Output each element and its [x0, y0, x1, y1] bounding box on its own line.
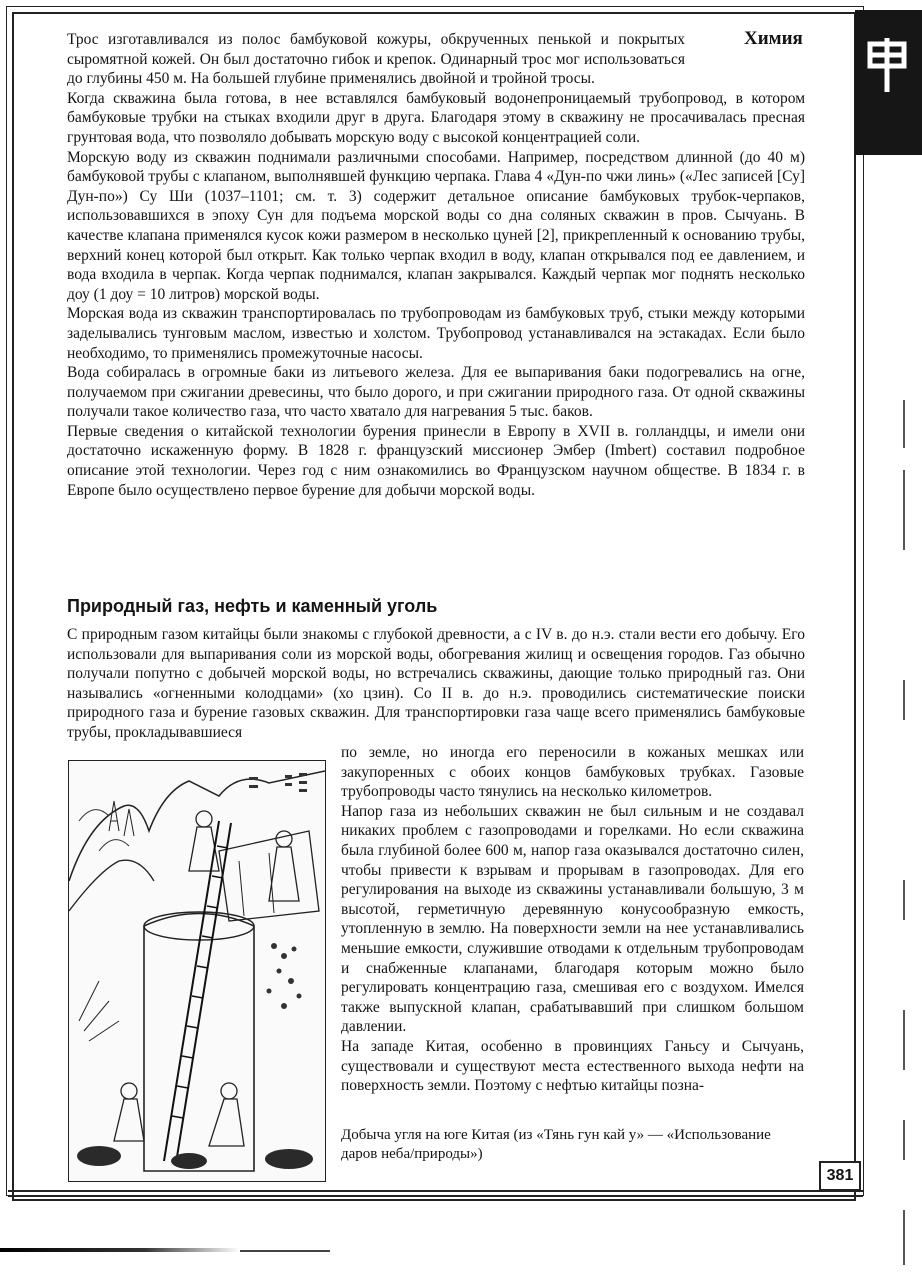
section-label: Химия	[744, 28, 803, 49]
paragraph: Морская вода из скважин транспортировалась по трубопроводам из бамбуковых труб, стыки между которыми заделывались тунговым маслом, известью и холстом. Трубопровод устанавливался на эстакадах. Если было необходимо, то применялись промежуточные насосы.	[67, 305, 805, 362]
paragraph: Трос изготавливался из полос бамбуковой кожуры, обкрученных пенькой и покрытых сыромятной кожей. Он был достаточно гибок и крепок. Одинарный трос мог использоваться до глубины 450 м. На большей глубине применялись двойной и тройной тросы.	[67, 31, 685, 88]
paragraph: На западе Китая, особенно в провинциях Ганьсу и Сычуань, существовали и существуют места естественного выхода нефти на поверхность земли. Поэтому с нефтью китайцы позна-	[341, 1037, 804, 1095]
section-heading: Природный газ, нефть и каменный уголь	[67, 596, 438, 616]
margin-rule	[903, 680, 905, 720]
paragraph: Первые сведения о китайской технологии бурения принесли в Европу в XVII в. голландцы, и имели они достаточно искаженную форму. В 1828 г. французский миссионер Эмбер (Imbert) составил подробное описание этой технологии. Через год с ним ознакомились во Французском научном обществе. В 1834 г. в Европе было осуществлено первое бурение для добычи морской воды.	[67, 422, 805, 499]
margin-rule	[903, 880, 905, 920]
scan-artifact	[240, 1250, 330, 1252]
margin-rule	[903, 400, 905, 448]
paragraph: Когда скважина была готова, в нее вставлялся бамбуковый водонепроницаемый трубопровод, в котором бамбуковые трубки на стыках входили друг в друга. Благодаря этому в скважину не просачивалась пресная грунтовая вода, что позволяло добывать морскую воду с высокой концентрацией соли.	[67, 89, 805, 146]
paragraph: С природным газом китайцы были знакомы с глубокой древности, а с IV в. до н.э. стали вести его добычу. Его использовали для выпаривания соли из морской воды, обогревания жилищ и освещения городов. Газ обычно получали попутно с добычей морской воды, но встречались скважины, дающие только природный газ. Они назывались «огненными колодцами» (хо цзин). Со II в. до н.э. проводились систематические поиски природного газа и бурение газовых скважин. Для транспортировки газа чаще всего применялись бамбуковые трубы, прокладывавшиеся	[67, 626, 805, 741]
paragraph: Напор газа из небольших скважин не был сильным и не создавал никаких проблем с газопроводами и горелками. Но если скважина была глубиной более 600 м, напор газа оказывался достаточно силен, чтобы привести к взрывам и прорывам в газопроводах. Для его регулирования на выходе из скважины устанавливали большую, 3 м высотой, герметичную деревянную конусообразную емкость, утопленную в землю. На поверхности земли на нее устанавливались меньшие емкости, служившие отводами к отдельным трубопроводам и снабженные клапанами, благодаря которым можно было регулировать концентрацию газа, смешивая его с воздухом. Имелся также выпускной клапан, срабатывавший при слишком большом давлении.	[341, 802, 804, 1036]
scan-artifact	[0, 1248, 240, 1252]
frame-bottom-rule	[8, 1190, 863, 1197]
figure-caption: Добыча угля на юге Китая (из «Тянь гун кай у» — «Использование даров неба/природы»)	[341, 1127, 771, 1162]
margin-rule	[903, 470, 905, 550]
paragraph: по земле, но иногда его переносили в кожаных мешках или закупоренных с обоих концов бамбуковых трубках. Газовые трубопроводы часто тянулись на несколько километров.	[341, 744, 804, 801]
margin-rule	[903, 1120, 905, 1160]
coal-mining-illustration	[68, 760, 326, 1182]
top-text-block	[67, 30, 805, 500]
chinese-character-icon	[865, 38, 909, 92]
right-column-text	[341, 743, 804, 1096]
paragraph: Морскую воду из скважин поднимали различными способами. Например, посредством длинной (до 40 м) бамбуковой трубы с клапаном, выполнявшей функцию черпака. Глава 4 «Дун-по чжи линь» («Лес записей [Су] Дун-по») Су Ши (1037–1101; см. т. 3) содержит детальное описание бамбуковых трубок-черпаков, использовавшихся в эпоху Сун для подъема морской воды со дна соляных скважин в пров. Сычуань. В качестве клапана применялся кусок кожи размером в несколько цуней [2], прикрепленный к основанию трубы, верхний конец которой был открыт. Как только черпак входил в воду, клапан открывался под ее давлением, и вода входила в черпак. Когда черпак поднимался, клапан закрывался. Каждый черпак мог поднять несколько доу (1 доу = 10 литров) морской воды.	[67, 148, 805, 303]
margin-rule	[903, 1010, 905, 1070]
woodcut-drawing	[69, 761, 325, 1181]
lower-text-block	[67, 625, 805, 743]
paragraph: Вода собиралась в огромные баки из литьевого железа. Для ее выпаривания баки подогревались на огне, получаемом при сжигании древесины, что было дорого, и при сжигании природного газа. От одной скважины получали такое количество газа, что часто хватало для нагревания 5 тыс. баков.	[67, 364, 805, 421]
page-number: 381	[819, 1161, 861, 1191]
margin-rule	[903, 1210, 905, 1265]
